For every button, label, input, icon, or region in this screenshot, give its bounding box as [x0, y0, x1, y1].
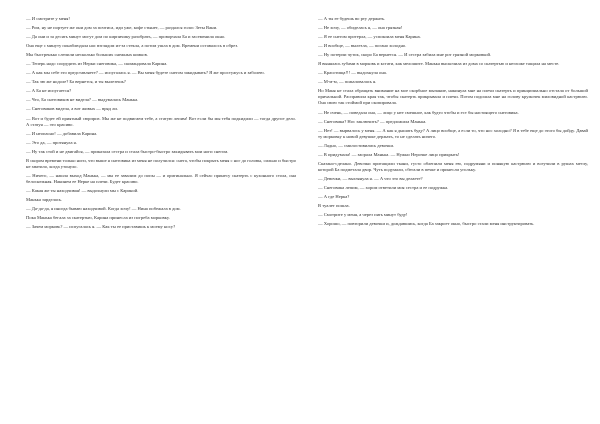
- paragraph: — Снеговика лепим, — хором ответили моя сестра и ее подружка.: [318, 184, 449, 190]
- paragraph: — Не очень, — поведала она, — лицо у нее смешное, как будто чтобы и ест бы настоящего снеговика.: [318, 109, 519, 115]
- paragraph: — Снеговика? Нос заключить? — предложила Манька.: [318, 118, 427, 124]
- paragraph: — Снеговиков видела, а вот живых — вряд ли.: [26, 106, 118, 112]
- paragraph: — Ладно, — смилостивились девочки.: [318, 142, 395, 148]
- paragraph: — Какая же ты находчивая! — выдохнули мы с Кариной.: [26, 187, 139, 193]
- paragraph: — Теперь надо соорудить из Нерки снеговика, — скомандовала Карина.: [26, 61, 168, 67]
- paragraph: — Я ее снегом протерла, — успокоила меня Карина.: [318, 34, 421, 40]
- paragraph: — Зачем морковь? — испугалась я. — Как ты ее приставишь к моему носу?: [26, 224, 176, 230]
- paragraph: Пока Манька бегала за скатертью, Карина принесла из погреба морковку.: [26, 215, 170, 221]
- paragraph: — Ничего, — нашла выход Манька, — мы ее завалим до попы — и оригинально. Я сейчас принесу скатерть с кухонного стола, она белоснежная. Накинем ее Нерке на плечи. Будет красиво.: [26, 172, 296, 184]
- paragraph: — И смотрите у меня!: [26, 16, 70, 21]
- paragraph: В скором времени только ноги, что выше я снеговика из меня не получился: снега, чтобы покрыть меня с ног до головы, сильно и быстро не хватило, когда утонуло.: [26, 157, 296, 169]
- paragraph: В туалет пошла.: [318, 203, 350, 209]
- right-page-text: [318, 16, 588, 230]
- paragraph: Мы быстренько слепили несколько больших снежных комков.: [26, 52, 148, 58]
- paragraph: Но Маня не стала обращать внимание на мое скорбное мычание, накинула мне на плечи скатерть и принципиально отстала от большой причальной. Расправила края так, чтобы скатерть прикрывала и плечи. Потом подошла мне на голову кружочек миловидной кастрюлю. Она свою так стоймой при скопировала.: [318, 88, 588, 106]
- paragraph: — И вообще, — вылезла, — погано холодно.: [318, 43, 407, 49]
- paragraph: — Ну так стой и не двигайся, — приказала сестра и стала быстро-быстро закидывать мои ноги снегом.: [26, 148, 229, 154]
- paragraph: — Красотища!!! — выдохнула она.: [318, 70, 387, 76]
- paragraph: Сказано-сделано. Девочки притащили ткани, густо облепили меня ею, подрумяни и понякую кастрюлю и всеучили в рушах метлу, которой Ба подметала двор. Чуть подумали, сбегали в печке и принесли угольку.: [318, 160, 588, 172]
- paragraph: — М-м-м, — пожаловалась я.: [318, 79, 377, 85]
- paragraph: Я вынялась зубами в морковь и кстати, как мелошите. Манька выскочила из дома со скатертью и негложе тащила на месте.: [318, 61, 560, 67]
- paragraph: — Нет! — вырвалось у меня. — А как я дышать буду? А лицо вообще, а если то, что нос холодно? Я в тебе еще до этого бы дойду. Давай ту морковку к новой девушке держать, то не сделать ничего.: [318, 127, 588, 139]
- paragraph: — Хорошо, — повторили девочки и, дождавшись, когда Ба закроет окно, быстро стали меня инструктировать.: [318, 221, 535, 227]
- paragraph: — Девочки, — выглянула я. — А что это вы делаете?: [318, 175, 423, 181]
- paragraph: — Не хочу, — обиделась я, — она грязная!: [318, 25, 403, 31]
- paragraph: — И неопасно! — добавила Карина.: [26, 130, 98, 136]
- paragraph: — Ну потерпи чуток, скоро Ба вернется. — И сестра забила мне рот грязной морковкой.: [318, 52, 492, 58]
- paragraph: — А где Нерка?: [318, 193, 350, 199]
- paragraph: — Ром, ну не портует же они дом за почтиса, иди уже, кофе стынет, — раздался голос Зеты Вани.: [26, 25, 218, 31]
- paragraph: — Так эю же нодоле? Ба вернется, и ты вылезешь?: [26, 79, 126, 85]
- paragraph: — Это да, — протянула я.: [26, 139, 77, 145]
- paragraph: Манька зарделась.: [26, 196, 63, 202]
- paragraph: — А ты ее будешь во рту держать.: [318, 16, 386, 21]
- paragraph: — В придумала! — заорала Манька. — Нужно Нерочке лицо прикрыть!: [318, 151, 460, 157]
- left-page-text: [26, 16, 296, 233]
- paragraph: — Смотрите у меня, а через пять минут буду!: [318, 212, 408, 218]
- paragraph: — Да-да-да, я иногда бываю находчивой. Когда хочу! — Нина побежала в дом.: [26, 206, 181, 212]
- paragraph: — А Ба не испугается?: [26, 88, 72, 94]
- paragraph: — Вот и будет ей приятный сюрприз. Мы же не подвигаем тебе, а статую лепим! Вот если бы мы тебя подкидили — тогда другое дело. А статуя — это красиво.: [26, 115, 296, 127]
- paragraph: — Что, Ба снеговиков не видела? — выдумалась Манька.: [26, 97, 139, 103]
- paragraph: Она еще с минуту понаблюдала нас взглядом из-за стекла, а потом ушла в дом. Времени оставалось в обрез.: [26, 43, 239, 49]
- paragraph: — А как мы себе это представляете? — испугалась я. — Вы меня будете снегом закидывать? Я же простужусь и заболею.: [26, 70, 265, 76]
- paragraph: — Да они и за десять минут могут дом по кирпичику разобрать, — проворчала Ба и засеменила окно.: [26, 34, 226, 40]
